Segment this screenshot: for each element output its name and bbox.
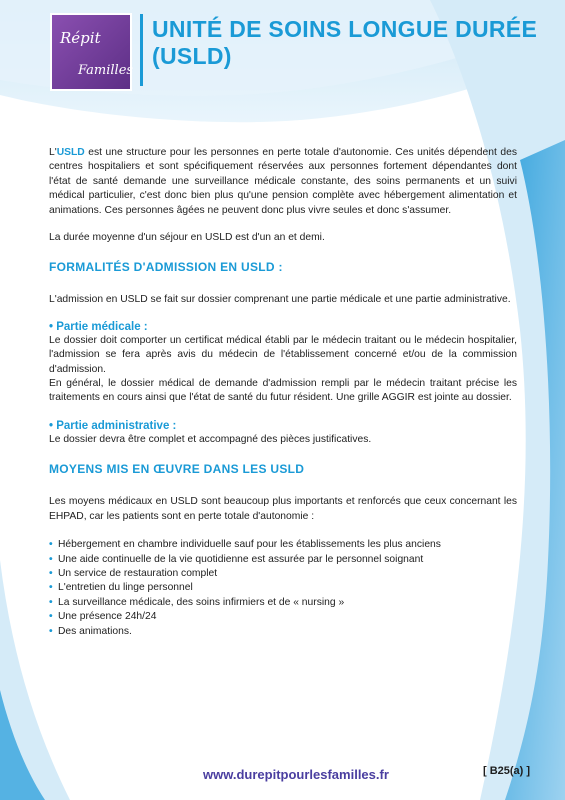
intro-lead: L' <box>49 147 57 158</box>
list-item: • Une présence 24h/24 <box>49 610 517 624</box>
admin-text: Le dossier devra être complet et accompagné des pièces justificatives. <box>49 433 372 445</box>
means-text: Les moyens médicaux en USLD sont beaucoup plus importants et renforcés que ceux concernant les EHPAD, car les patients sont en perte totale d'autonomie : <box>49 496 517 522</box>
admission-heading: FORMALITÉS D'ADMISSION EN USLD : <box>49 260 283 275</box>
logo-text-repit: Répit <box>60 29 101 47</box>
list-item: • Un service de restauration complet <box>49 567 517 581</box>
title-bar <box>140 14 143 86</box>
list-item: • L'entretien du linge personnel <box>49 581 517 595</box>
intro-paragraph <box>49 146 517 218</box>
usld-acronym: USLD <box>56 147 85 158</box>
main-content <box>49 146 517 639</box>
list-item: • Hébergement en chambre individuelle sauf pour les établissements les plus anciens <box>49 538 517 552</box>
page-title: UNITÉ DE SOINS LONGUE DURÉE (USLD) <box>152 16 538 69</box>
list-item: • La surveillance médicale, des soins infirmiers et de « nursing » <box>49 596 517 610</box>
admission-text: L'admission en USLD se fait sur dossier comprenant une partie médicale et une partie administrative. <box>49 294 511 306</box>
intro-text: est une structure pour les personnes en perte totale d'autonomie. Ces unités dépendent des centres hospitaliers et sont spécifiquement réservées aux personnes fortement dépendantes dont l'état de santé demande une surveillance médicale constante, des soins permanents et un suivi médical particulier, c'est donc bien plus qu'une pension complète avec hébergement alimentation et animations. Ces personnes âgées ne peuvent donc plus vivre seules et donc s'assumer. <box>49 147 517 216</box>
logo <box>50 13 132 91</box>
list-item: • Une aide continuelle de la vie quotidienne est assurée par le personnel soignant <box>49 553 517 567</box>
duration-text: La durée moyenne d'un séjour en USLD est d'un an et demi. <box>49 232 325 244</box>
medical-heading: • Partie médicale : <box>49 320 148 333</box>
means-list <box>49 538 517 639</box>
page-code: [ B25(a) ] <box>483 765 531 777</box>
logo-text-familles: Familles <box>78 63 134 78</box>
website-link[interactable]: www.durepitpourlesfamilles.fr <box>203 767 389 782</box>
means-heading: MOYENS MIS EN ŒUVRE DANS LES USLD <box>49 462 305 477</box>
medical-text-1: Le dossier doit comporter un certificat médical établi par le médecin traitant ou le médecin hospitalier, l'admission se fera après avis du médecin de l'établissement concerné et/ou de la commission d'admission. <box>49 334 517 375</box>
medical-text-2: En général, le dossier médical de demande d'admission rempli par le médecin traitant précise les traitements en cours ainsi que l'état de santé du futur résident. Une grille AGGIR est jointe au dossier. <box>49 378 517 404</box>
admin-heading: • Partie administrative : <box>49 419 177 432</box>
list-item: • Des animations. <box>49 625 517 639</box>
